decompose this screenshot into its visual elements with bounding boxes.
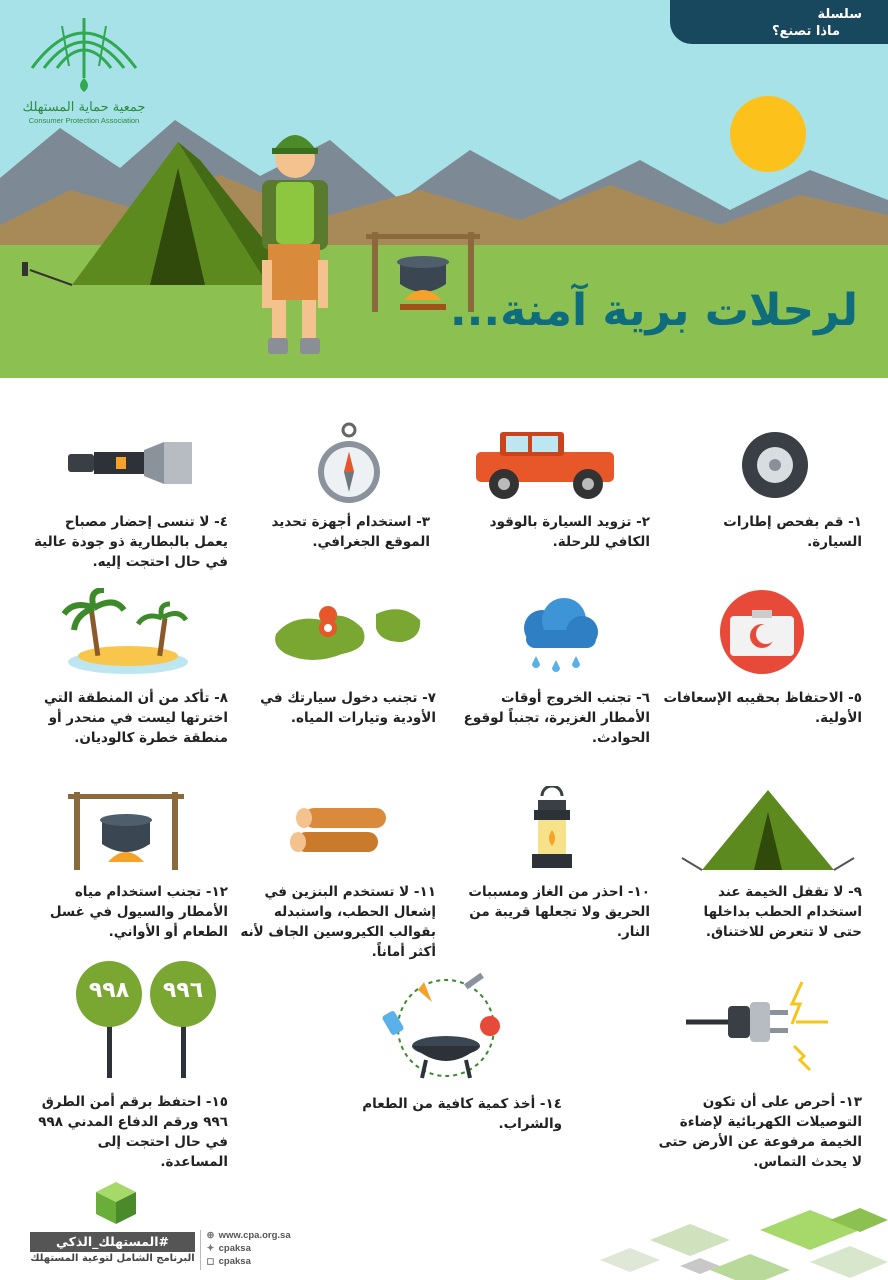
footer-divider bbox=[200, 1230, 201, 1270]
hashtag-badge: #المستهلك_الذكي bbox=[30, 1232, 195, 1252]
road-security-number: ٩٩٦ bbox=[162, 978, 204, 1003]
instagram-handle[interactable]: cpaksa bbox=[218, 1256, 251, 1267]
logo-english-name: Consumer Protection Association bbox=[28, 116, 140, 125]
tip-text-4: ٤- لا تنسى إحضار مصباح يعمل بالبطارية ذو جودة عالية في حال احتجت إليه. bbox=[33, 514, 228, 570]
tip-card-13 bbox=[650, 972, 862, 1182]
tip-card-9 bbox=[672, 782, 862, 952]
tip-card-15 bbox=[28, 958, 228, 1170]
tip-card-11 bbox=[240, 782, 436, 960]
lantern-icon bbox=[526, 786, 578, 876]
tip-text-7: ٧- تجنب دخول سيارتك في الأودية وتيارات المياه. bbox=[260, 690, 436, 726]
series-tag bbox=[670, 0, 888, 44]
firewood-icon bbox=[290, 802, 390, 858]
tip-text-12: ١٢- تجنب استخدام مياه الأمطار والسيول في غسل الطعام أو الأواني. bbox=[49, 884, 228, 940]
food-grill-icon bbox=[380, 968, 512, 1080]
tip-text-11: ١١- لا تستخدم البنزين في إشعال الحطب، واستبدله بقوالب الكيروسين الجاف لأنه أكثر أماناً. bbox=[240, 884, 436, 960]
tire-icon bbox=[740, 430, 810, 500]
palm-umbrella-icon bbox=[24, 8, 144, 98]
contact-info bbox=[205, 1229, 291, 1268]
website-row[interactable] bbox=[205, 1229, 291, 1242]
hero-banner bbox=[0, 0, 888, 378]
tip-text-14: ١٤- أخذ كمية كافية من الطعام والشراب. bbox=[362, 1096, 562, 1132]
tip-text-2: ٢- تزويد السيارة بالوقود الكافي للرحلة. bbox=[489, 514, 650, 550]
tent-icon bbox=[678, 782, 858, 876]
website-link[interactable]: www.cpa.org.sa bbox=[218, 1230, 291, 1241]
tip-card-10 bbox=[450, 782, 650, 940]
tip-text-8: ٨- تأكد من أن المنطقة التي اخترتها ليست في منحدر أو منطقة خطرة كالوديان. bbox=[44, 690, 228, 746]
electric-plug-icon bbox=[684, 976, 834, 1076]
sun-icon bbox=[730, 96, 806, 172]
tip-card-4 bbox=[28, 420, 228, 580]
tip-text-6: ٦- تجنب الخروج أوقات الأمطار الغزيرة، تجنباً لوقوع الحوادث. bbox=[463, 690, 650, 746]
decorative-cubes bbox=[560, 1200, 888, 1280]
emergency-signs-icon bbox=[52, 958, 222, 1078]
cube-logo-icon bbox=[94, 1180, 138, 1226]
tip-text-15: ١٥- احتفظ برقم أمن الطرق ٩٩٦ ورقم الدفاع المدني ٩٩٨ في حال احتجت إلى المساعدة. bbox=[38, 1094, 228, 1170]
instagram-row[interactable] bbox=[205, 1255, 291, 1268]
tip-text-10: ١٠- احذر من الغاز ومسببات الحريق ولا تجعلها قريبة من النار. bbox=[468, 884, 650, 940]
instagram-icon: ◻ bbox=[206, 1256, 215, 1267]
tip-text-3: ٣- استخدام أجهزة تحديد الموقع الجغرافي. bbox=[271, 514, 430, 550]
tip-text-9: ٩- لا تقفل الخيمة عند استخدام الحطب بداخلها حتى لا تتعرض للاختناق. bbox=[703, 884, 862, 940]
program-tagline: البرنامج الشامل لتوعية المستهلك bbox=[30, 1253, 195, 1264]
sign-posts bbox=[52, 958, 222, 1078]
series-label: سلسلة bbox=[817, 7, 862, 22]
tip-card-7 bbox=[246, 588, 436, 728]
civil-defense-number: ٩٩٨ bbox=[88, 978, 130, 1003]
series-name: ماذا تصنع؟ bbox=[771, 24, 840, 39]
twitter-row[interactable] bbox=[205, 1242, 291, 1255]
tip-card-12 bbox=[28, 782, 228, 952]
tip-card-3 bbox=[250, 420, 430, 560]
rain-cloud-icon bbox=[512, 594, 602, 678]
twitter-handle[interactable]: cpaksa bbox=[218, 1243, 251, 1254]
tip-text-13: ١٣- أحرص على أن تكون التوصيلات الكهربائية لإضاءة الخيمة مرفوعة عن الأرض حتى لا يحدث التماس. bbox=[658, 1094, 862, 1170]
tip-card-2 bbox=[450, 420, 650, 560]
map-pin-icon bbox=[272, 598, 424, 668]
palm-island-icon bbox=[52, 588, 192, 678]
globe-icon: ⊕ bbox=[206, 1230, 215, 1241]
jeep-icon bbox=[470, 426, 620, 502]
logo-arabic-name: جمعية حماية المستهلك bbox=[22, 100, 146, 115]
first-aid-kit-icon bbox=[714, 590, 810, 674]
cooking-pot-icon bbox=[66, 786, 186, 872]
tip-card-8 bbox=[28, 588, 228, 748]
cpa-logo bbox=[20, 8, 148, 128]
tip-card-6 bbox=[450, 588, 650, 746]
tip-text-1: ١- قم بفحص إطارات السيارة. bbox=[723, 514, 862, 550]
compass-icon bbox=[316, 422, 382, 506]
tip-card-14 bbox=[300, 968, 562, 1132]
tip-card-5 bbox=[662, 588, 862, 728]
page-title: لرحلات برية آمنة... bbox=[449, 285, 858, 336]
twitter-icon: ✦ bbox=[206, 1243, 215, 1254]
tip-text-5: ٥- الاحتفاظ بحقيبه الإسعافات الأولية. bbox=[663, 690, 862, 726]
flashlight-icon bbox=[64, 440, 196, 486]
tip-card-1 bbox=[682, 420, 862, 550]
